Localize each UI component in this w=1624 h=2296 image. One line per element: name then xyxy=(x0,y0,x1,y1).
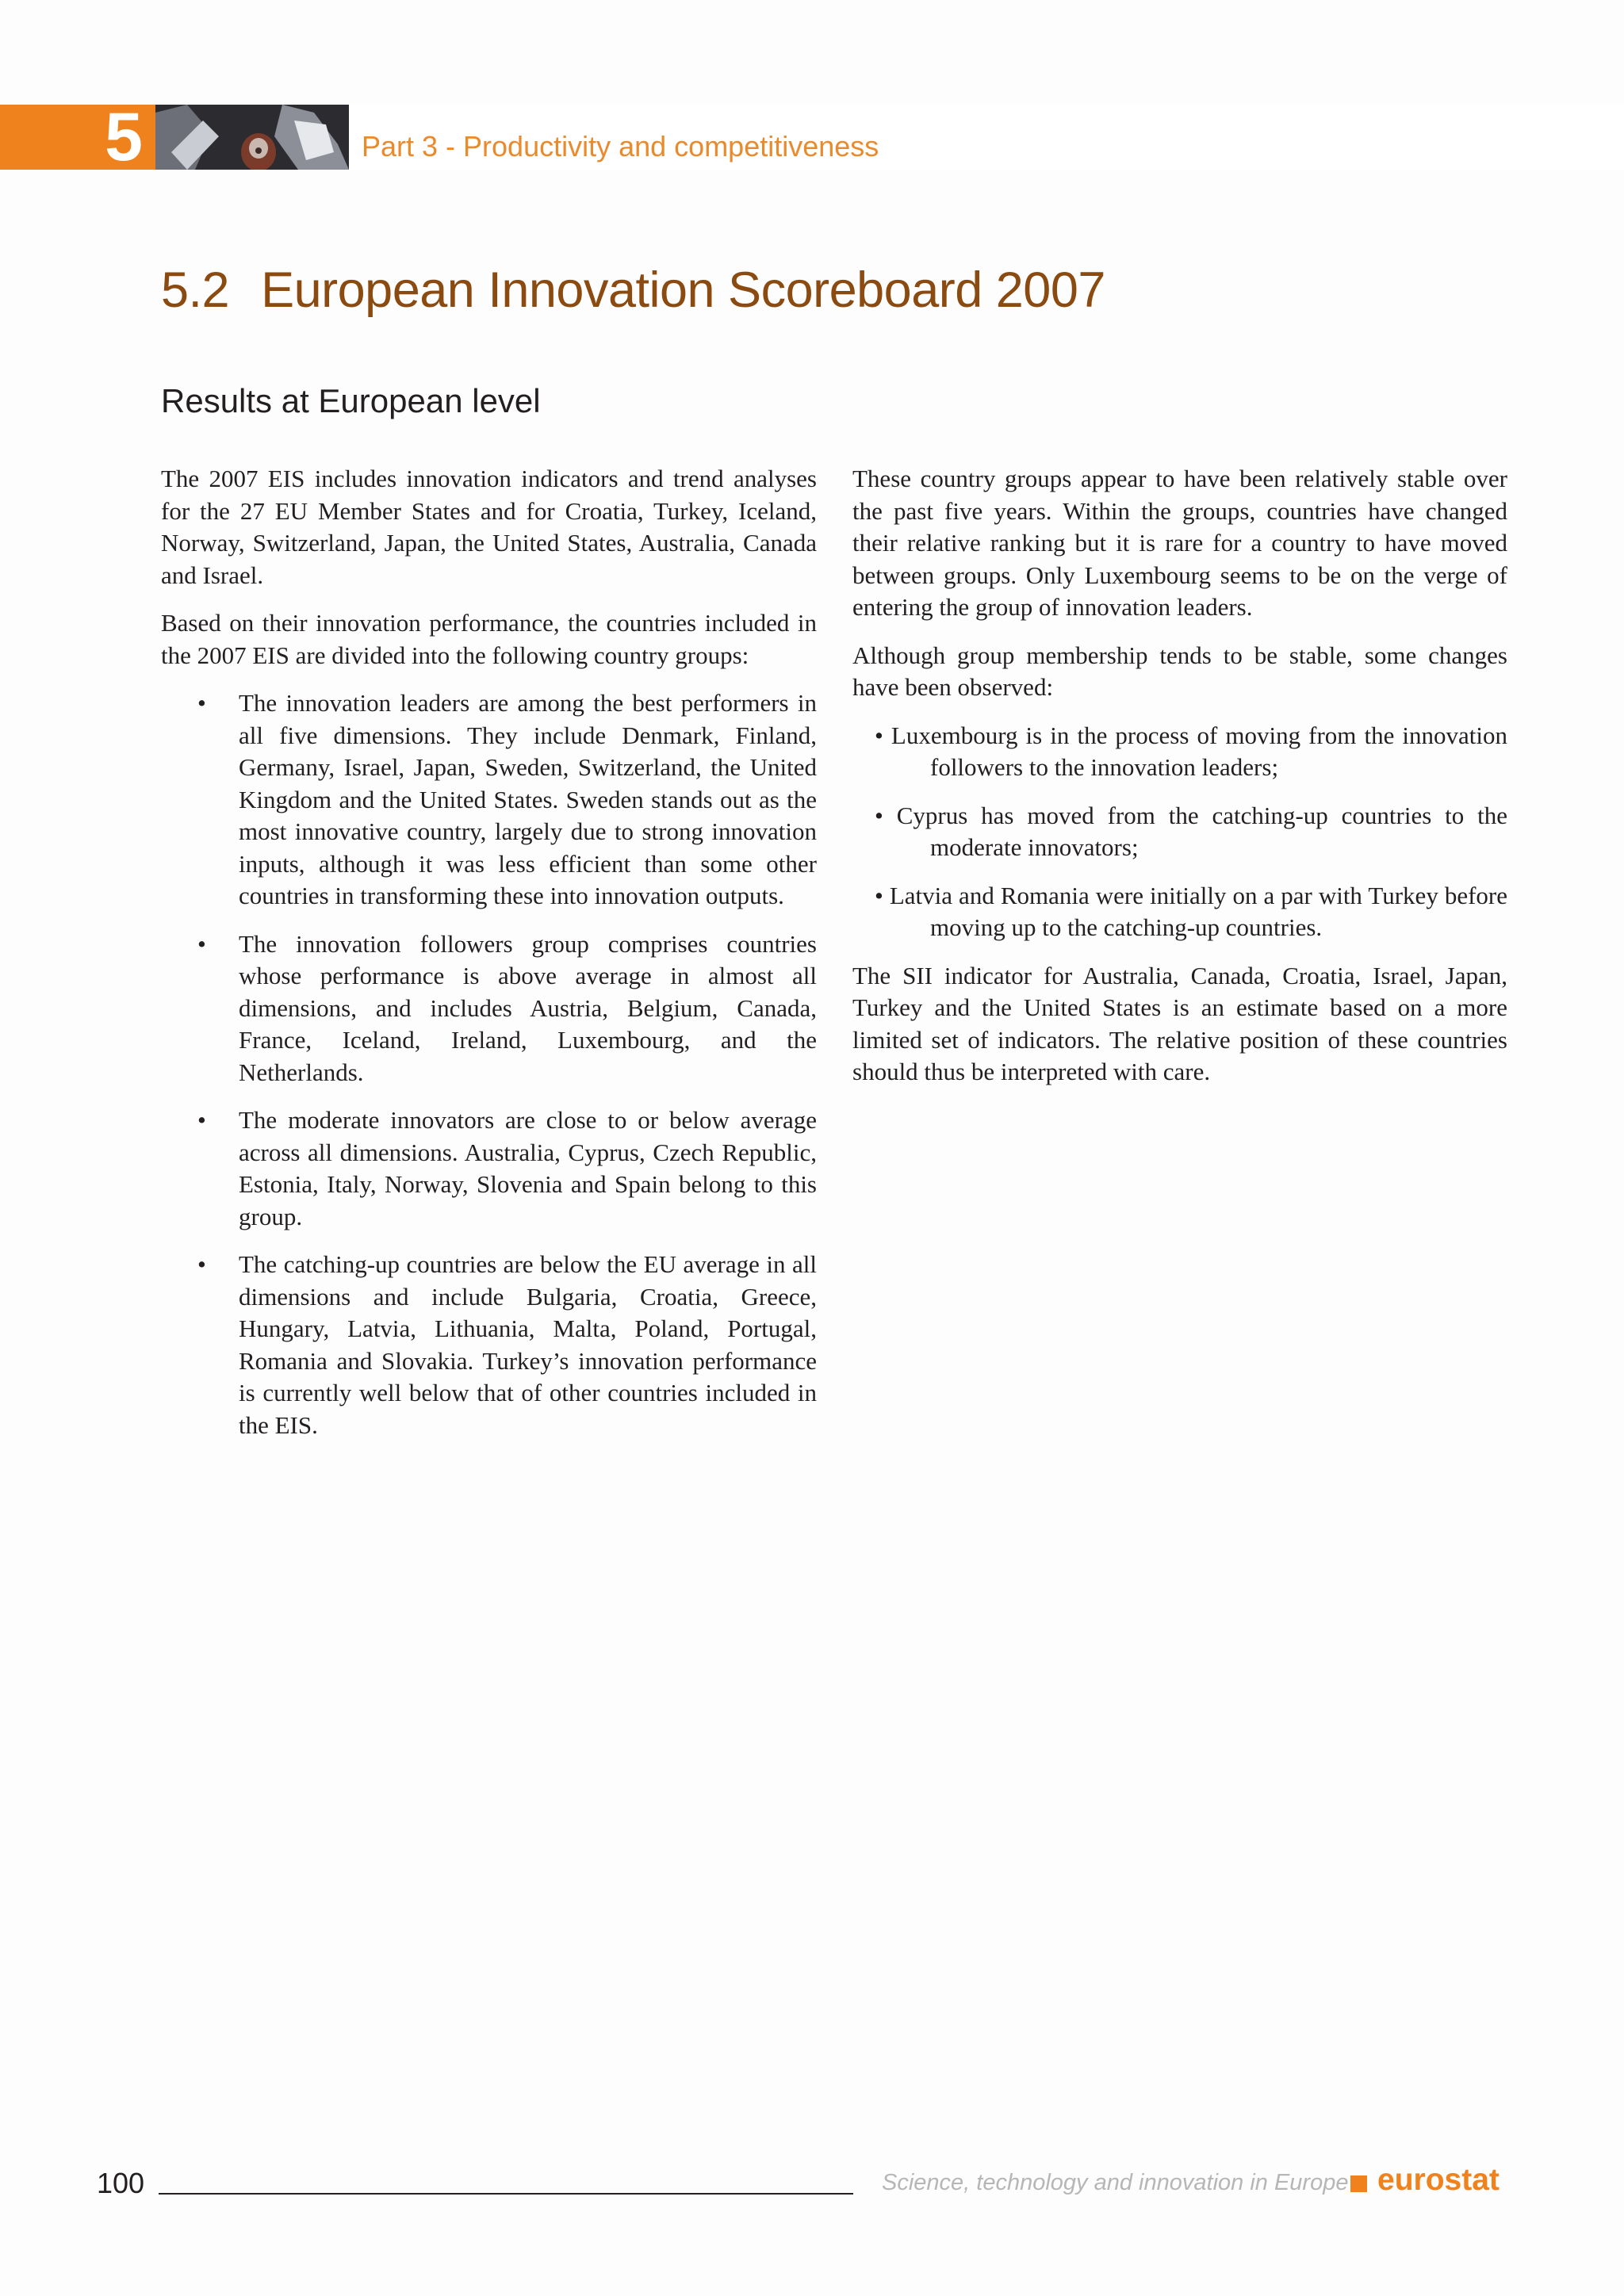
paragraph: These country groups appear to have been relatively stable over the past five years. Within the groups, countries have changed their relative ranking but it is rare for a country to have moved between groups. Only Luxembourg seems to be on the verge of entering the group of innovation leaders. xyxy=(852,465,1507,621)
list-item xyxy=(161,687,817,913)
chapter-number: 5 xyxy=(0,105,155,170)
bullet: • xyxy=(197,1250,206,1278)
list-item xyxy=(161,1104,817,1233)
list-item xyxy=(161,928,817,1089)
publication-title: Science, technology and innovation in Europe xyxy=(882,2170,1349,2195)
right-column xyxy=(852,463,1507,1104)
left-column xyxy=(161,463,817,1457)
list-item-text: The moderate innovators are close to or below average across all dimensions. Australia, Cyprus, Czech Republic, Estonia, Italy, Norway, Slovenia and Spain belong to this group. xyxy=(239,1106,817,1230)
bullet: • xyxy=(197,689,206,717)
list-item: • Cyprus has moved from the catching-up countries to the moderate innovators; xyxy=(875,801,1507,861)
eurostat-logo: eurostat xyxy=(1377,2163,1500,2197)
logo-square-icon xyxy=(1350,2175,1367,2192)
page-number: 100 xyxy=(97,2167,145,2199)
section-number: 5.2 xyxy=(161,262,230,318)
list-item: • Luxembourg is in the process of moving from the innovation followers to the innovation leaders; xyxy=(875,721,1507,781)
list-item xyxy=(161,1249,817,1441)
section-title-text: European Innovation Scoreboard 2007 xyxy=(261,262,1105,318)
section-title xyxy=(161,262,1105,319)
header-photo xyxy=(155,105,349,170)
bullet: • xyxy=(197,929,206,958)
paragraph: The 2007 EIS includes innovation indicators and trend analyses for the 27 EU Member States and for Croatia, Turkey, Iceland, Norway, Switzerland, Japan, the United States, Australia, Canada and Israel. xyxy=(161,465,817,589)
list-item-text: The innovation followers group comprises countries whose performance is above average in almost all dimensions, and includes Austria, Belgium, Canada, France, Iceland, Ireland, Luxembourg, and the Netherlands. xyxy=(239,929,817,1086)
section-subtitle: Results at European level xyxy=(161,382,541,419)
photo-illustration xyxy=(155,105,349,170)
list-item: • Latvia and Romania were initially on a par with Turkey before moving up to the catching-up countries. xyxy=(875,881,1507,941)
country-groups-list xyxy=(161,687,817,1441)
list-item-text: The catching-up countries are below the EU average in all dimensions and include Bulgaria, Croatia, Greece, Hungary, Latvia, Lithuania, Malta, Poland, Portugal, Romania and Slovakia. Turkey’s innovation performance is currently well below that of other countries included in the EIS. xyxy=(239,1250,817,1439)
paragraph: Although group membership tends to be stable, some changes have been observed: xyxy=(852,641,1507,701)
footer-rule xyxy=(159,2193,853,2195)
bullet: • xyxy=(197,1106,206,1134)
list-item-text: The innovation leaders are among the best performers in all five dimensions. They include Denmark, Finland, Germany, Israel, Japan, Sweden, Switzerland, the United Kingdom and the United States. Sweden stands out as the most innovative country, largely due to strong innovation inputs, although it was less efficient than some other countries in transforming these into innovation outputs. xyxy=(239,689,817,909)
part-title: Part 3 - Productivity and competitiveness xyxy=(362,130,879,163)
paragraph: Based on their innovation performance, the countries included in the 2007 EIS are divided into the following country groups: xyxy=(161,609,817,669)
paragraph: The SII indicator for Australia, Canada, Croatia, Israel, Japan, Turkey and the United States is an estimate based on a more limited set of indicators. The relative position of these countries should thus be interpreted with care. xyxy=(852,961,1507,1085)
changes-list xyxy=(852,720,1507,944)
